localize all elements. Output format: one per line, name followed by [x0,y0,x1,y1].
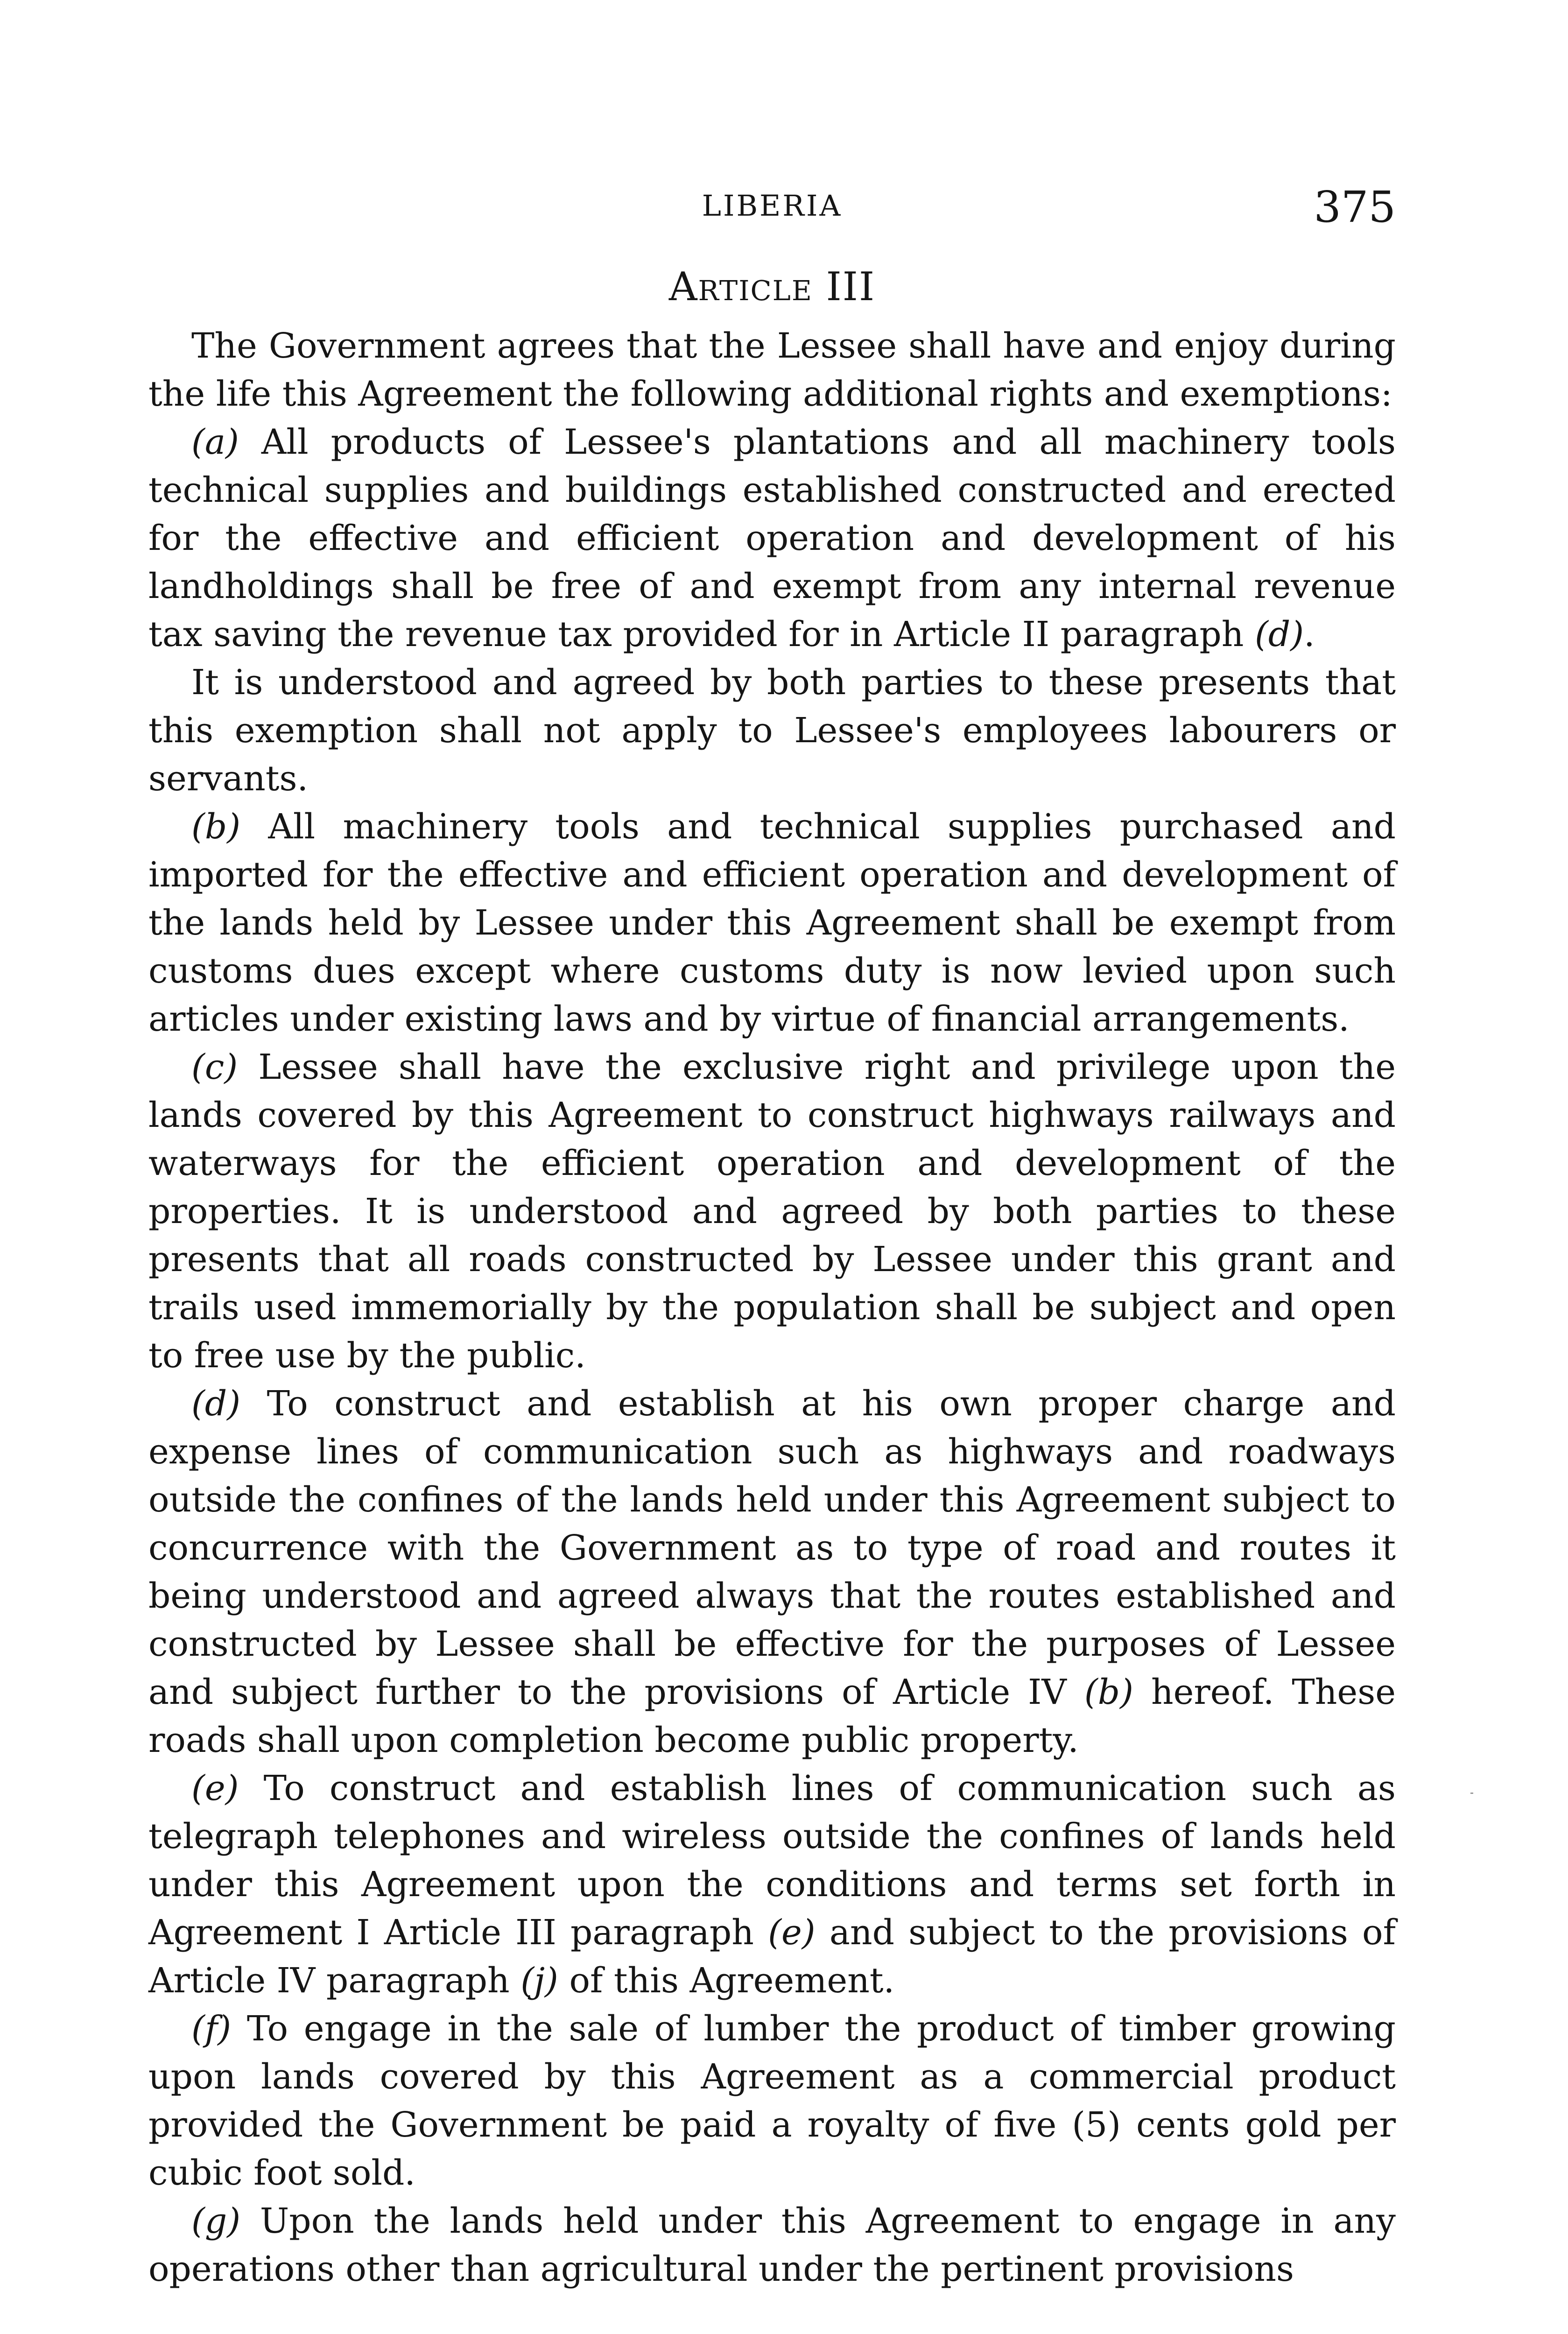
paragraph-label: (e) [191,1768,239,1808]
intro-paragraph: The Government agrees that the Lessee shall have and enjoy during the life this Agreement the following additional rights and exemptions: [148,326,1396,414]
paragraph-reference: (b) [1084,1672,1133,1712]
running-title: LIBERIA [702,189,843,223]
paragraph-b [148,803,1396,1043]
paragraph-label: (a) [191,422,239,462]
paragraph-c [148,1043,1396,1380]
paragraph-text-end: of this Agreement. [558,1961,895,2001]
paragraph-text: Lessee shall have the exclusive right and privilege upon the lands covered by this Agreement to construct highways railways and waterways for the efficient operation and development of the properties. It is understood and agreed by both parties to these presents that all roads constructed by Lessee under this grant and trails used immemorially by the population shall be subject and open to free use by the public. [148,1047,1396,1376]
paragraph-reference-second: (j) [520,1961,558,2001]
paragraph-a [148,418,1396,659]
paragraph-label: (f) [191,2009,232,2049]
paragraph-e [148,1765,1396,2005]
running-header [148,182,1396,233]
paragraph-text: To construct and establish lines of communication such as telegraph telephones and wireless outside the confines of lands held under this Agreement upon the conditions and terms set forth in Agreement I Article III paragraph [148,1768,1396,1953]
paragraph-label: (g) [191,2201,241,2241]
paragraph-g [148,2197,1396,2293]
page-number: 375 [1314,182,1396,232]
paragraph-f [148,2005,1396,2197]
paragraph-reference: (d) [1255,614,1304,654]
paragraph-a-note: It is understood and agreed by both parties to these presents that this exemption shall not apply to Lessee's employees labourers or servants. [148,662,1396,799]
paragraph-text-end: hereof. These roads shall upon completion become public property. [148,1672,1396,1760]
paragraph-d [148,1380,1396,1765]
paragraph-text: All machinery tools and technical supplies purchased and imported for the effective and efficient operation and development of the lands held by Lessee under this Agreement shall be exempt from customs dues except where customs duty is now levied upon such articles under existing laws and by virtue of financial arrangements. [148,807,1396,1039]
paragraph-text: Upon the lands held under this Agreement to engage in any operations other than agricultural under the pertinent provisions [148,2201,1396,2289]
paragraph-reference: (e) [768,1912,816,1953]
paragraph-text: All products of Lessee's plantations and all machinery tools technical supplies and buildings established constructed and erected for the effective and efficient operation and development of his landholdings shall be free of and exempt from any internal revenue tax saving the revenue tax provided for in Article II paragraph [148,422,1396,654]
article-heading: Article III [668,264,876,309]
paragraph-label: (b) [191,807,241,847]
paragraph-text-end: . [1304,614,1315,654]
paragraph-label: (d) [191,1384,241,1424]
article-body [148,322,1396,2293]
paragraph-text: To engage in the sale of lumber the product of timber growing upon lands covered by this Agreement as a commercial product provided the Government be paid a royalty of five (5) cents gold per cubic foot sold. [148,2009,1396,2193]
paragraph-text-middle: and subject to the provisions of Article IV paragraph [148,1912,1396,2001]
paragraph-text: To construct and establish at his own proper charge and expense lines of communication such as highways and roadways outside the confines of the lands held under this Agreement subject to concurrence with the Government as to type of road and routes it being understood and agreed always that the routes established and constructed by Lessee shall be effective for the purposes of Lessee and subject further to the provisions of Article IV [148,1384,1396,1712]
paragraph-label: (c) [191,1047,238,1087]
scan-mark [1470,1793,1473,1794]
